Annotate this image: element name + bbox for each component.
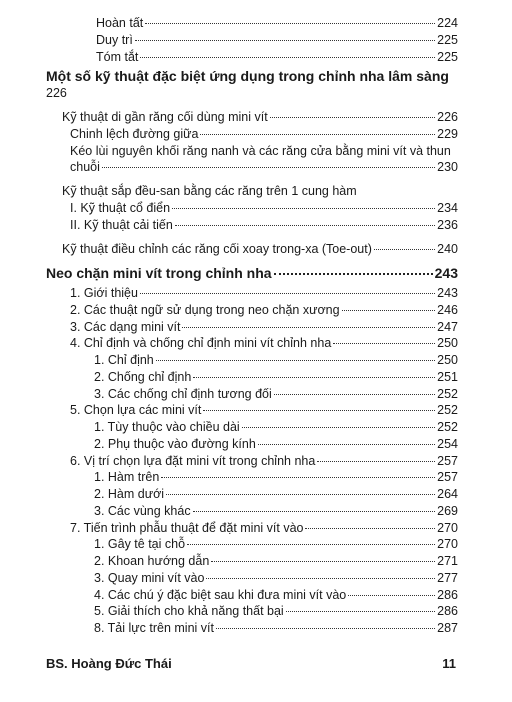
toc-entry[interactable] (96, 15, 458, 31)
toc-entry-page: 250 (437, 353, 458, 367)
toc-entry-page: 269 (437, 503, 458, 518)
toc-entry-page: 286 (437, 587, 458, 602)
toc-entry[interactable] (70, 200, 458, 216)
toc-entry-label: 4. Các chú ý đặc biệt sau khi đưa mini vít vào (94, 587, 347, 602)
toc-entry-label-line1[interactable]: Kéo lùi nguyên khối răng nanh và các răng cửa bằng mini vít và thun (70, 144, 451, 158)
toc-entry-page: 250 (437, 336, 458, 351)
toc-entry-label: 3. Quay mini vít vào (94, 570, 205, 585)
toc-entry-label: 1. Tùy thuộc vào chiều dài (94, 420, 240, 434)
toc-entry[interactable] (94, 603, 458, 619)
toc-entry-label: Duy trì (96, 33, 133, 47)
dot-leader (182, 327, 435, 328)
toc-entry-label: 2. Phụ thuộc vào đường kính (94, 436, 256, 451)
dot-leader (242, 427, 435, 428)
toc-entry[interactable] (94, 369, 458, 385)
dot-leader (203, 410, 435, 411)
toc-entry-label: 5. Giải thích cho khả năng thất bại (94, 604, 284, 619)
toc-entry[interactable] (70, 217, 458, 233)
dot-leader (135, 40, 435, 41)
toc-entry-page: 251 (437, 369, 458, 384)
toc-entry-label: 2. Hàm dưới (94, 487, 165, 501)
toc-entry-label: 1. Hàm trên (94, 470, 160, 485)
section-heading-page: 226 (46, 86, 67, 100)
toc-entry-page: 226 (437, 110, 458, 124)
toc-entry-label: 3. Các chống chỉ định tương đối (94, 386, 272, 401)
dot-leader (333, 343, 435, 344)
toc-entry-page: 277 (437, 570, 458, 585)
dot-leader (206, 578, 435, 579)
dot-leader (270, 117, 435, 118)
footer-author: BS. Hoàng Đức Thái (46, 656, 172, 671)
dot-leader (286, 611, 435, 612)
toc-entry[interactable] (94, 469, 458, 485)
toc-entry-page: 224 (437, 16, 458, 30)
toc-entry[interactable] (94, 386, 458, 402)
toc-entry-label: 8. Tải lực trên mini vít (94, 621, 214, 635)
toc-entry[interactable] (70, 319, 458, 335)
toc-entry[interactable] (70, 159, 458, 175)
toc-entry-label: I. Kỹ thuật cổ điển (70, 201, 171, 215)
toc-entry-page: 270 (437, 520, 458, 535)
toc-entry-label: 3. Các vùng khác (94, 503, 191, 518)
toc-entry-page: 252 (437, 386, 458, 401)
toc-entry-page: 286 (437, 604, 458, 619)
toc-entry[interactable] (96, 32, 458, 48)
toc-entry-page: 234 (437, 201, 458, 215)
section-heading[interactable]: Một số kỹ thuật đặc biệt ứng dụng trong chỉnh nha lâm sàng (46, 68, 449, 84)
toc-entry[interactable] (70, 302, 458, 318)
toc-entry-label: chuỗi (70, 160, 100, 174)
dot-leader (305, 528, 435, 529)
toc-entry[interactable] (62, 109, 458, 125)
dot-leader (348, 595, 435, 596)
toc-entry-page: 236 (437, 218, 458, 232)
toc-entry-label: 2. Khoan hướng dẫn (94, 554, 210, 568)
toc-entry-page: 270 (437, 537, 458, 552)
dot-leader (166, 494, 435, 495)
dot-leader (374, 249, 435, 250)
toc-entry[interactable] (70, 285, 458, 301)
toc-entry-page: 271 (437, 554, 458, 568)
dot-leader (193, 511, 436, 512)
dot-leader (274, 394, 435, 395)
dot-leader (145, 23, 435, 24)
dot-leader (317, 461, 435, 462)
toc-entry-label: 5. Chọn lựa các mini vít (70, 403, 202, 418)
section-heading-page: 243 (434, 265, 458, 281)
toc-entry-label: 1. Chỉ định (94, 353, 154, 367)
toc-entry-label: 4. Chỉ định và chống chỉ định mini vít chỉnh nha (70, 336, 332, 351)
toc-entry-label: 2. Các thuật ngữ sử dụng trong neo chặn xương (70, 302, 340, 317)
toc-entry-label: 1. Giới thiệu (70, 286, 138, 300)
toc-entry-label: 6. Vị trí chọn lựa đặt mini vít trong chỉnh nha (70, 453, 316, 468)
dot-leader (193, 377, 435, 378)
toc-entry-page: 225 (437, 50, 458, 64)
toc-entry[interactable] (62, 241, 458, 257)
toc-entry[interactable] (70, 520, 458, 536)
toc-entry[interactable] (94, 436, 458, 452)
section-heading[interactable] (46, 265, 458, 281)
toc-entry[interactable] (94, 536, 458, 552)
toc-entry[interactable] (94, 503, 458, 519)
toc-entry-page: 230 (437, 160, 458, 174)
section-heading-label: Neo chặn mini vít trong chỉnh nha (46, 265, 272, 281)
toc-entry-page: 246 (437, 302, 458, 317)
dot-leader (140, 293, 435, 294)
dot-leader (161, 477, 435, 478)
toc-entry-page: 247 (437, 319, 458, 334)
toc-entry-page: 225 (437, 33, 458, 47)
dot-leader (258, 444, 435, 445)
dot-leader (216, 628, 435, 629)
toc-entry-page: 243 (437, 286, 458, 300)
toc-entry[interactable] (94, 419, 458, 435)
toc-entry[interactable] (94, 352, 458, 368)
toc-entry[interactable] (94, 553, 458, 569)
dot-leader (200, 134, 435, 135)
toc-entry-page: 252 (437, 420, 458, 434)
toc-subheading[interactable]: Kỹ thuật sắp đều-san bằng các răng trên 1 cung hàm (62, 184, 357, 198)
toc-entry-page: 264 (437, 487, 458, 501)
footer-page-number: 11 (442, 656, 456, 671)
dot-leader (172, 208, 435, 209)
toc-entry-label: Tóm tắt (96, 50, 139, 64)
toc-entry[interactable] (70, 126, 458, 142)
toc-entry-page: 229 (437, 127, 458, 141)
toc-entry[interactable] (70, 402, 458, 418)
toc-entry-label: Chinh lệch đường giữa (70, 127, 199, 141)
toc-entry[interactable] (94, 587, 458, 603)
toc-entry-label: Kỹ thuật điều chỉnh các răng cối xoay trong-xa (Toe-out) (62, 242, 372, 256)
toc-entry-label: 2. Chống chỉ định (94, 369, 192, 384)
toc-entry[interactable] (94, 486, 458, 502)
dot-leader (156, 360, 435, 361)
toc-entry[interactable] (94, 570, 458, 586)
toc-entry-label: Hoàn tất (96, 16, 144, 30)
toc-entry-page: 252 (437, 403, 458, 418)
toc-entry-page: 257 (437, 453, 458, 468)
dot-leader (211, 561, 435, 562)
toc-entry[interactable] (70, 335, 458, 351)
dot-leader (187, 544, 435, 545)
toc-entry-page: 254 (437, 436, 458, 451)
toc-entry[interactable] (94, 620, 458, 636)
dot-leader (175, 225, 435, 226)
toc-entry-page: 287 (437, 621, 458, 635)
dot-leader (342, 310, 436, 311)
toc-entry-page: 240 (437, 242, 458, 256)
toc-entry-label: II. Kỹ thuật cải tiến (70, 218, 173, 232)
dot-leader (274, 273, 433, 275)
toc-entry-label: Kỹ thuật di gần răng cối dùng mini vít (62, 110, 268, 124)
dot-leader (140, 57, 435, 58)
toc-entry[interactable] (70, 453, 458, 469)
dot-leader (102, 167, 435, 168)
toc-entry-page: 257 (437, 470, 458, 485)
toc-entry-label: 1. Gây tê tại chỗ (94, 537, 186, 552)
toc-entry-label: 7. Tiến trình phẫu thuật để đặt mini vít vào (70, 520, 304, 535)
toc-entry-label: 3. Các dạng mini vít (70, 319, 181, 334)
toc-entry[interactable] (96, 49, 458, 65)
